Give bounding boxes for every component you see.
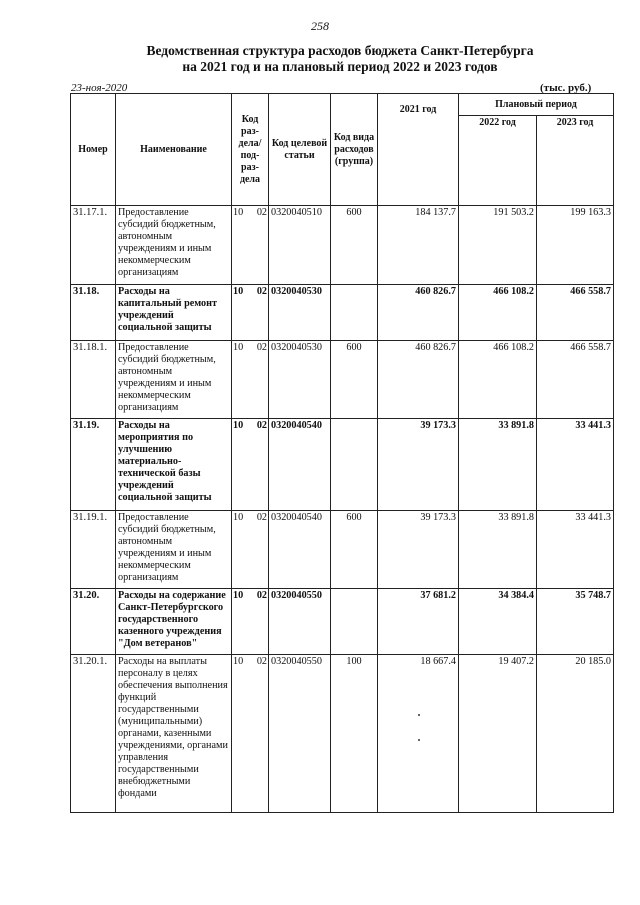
row-name: Расходы на капитальный ремонт учреждений социальной защиты (116, 285, 232, 341)
row-section-code (232, 511, 269, 589)
row-amount-2022: 466 108.2 (459, 285, 537, 341)
row-section: 10 (233, 342, 244, 353)
row-section: 10 (233, 656, 244, 667)
header-expense-type-code: Код вида расходов (группа) (331, 94, 378, 206)
row-amount-2021: 460 826.7 (378, 285, 459, 341)
row-amount-2023: 33 441.3 (537, 419, 614, 511)
row-section-code (232, 589, 269, 655)
row-subsection: 02 (256, 512, 267, 523)
row-number: 31.17.1. (71, 206, 116, 285)
page-number: 258 (311, 19, 329, 33)
table-row (71, 285, 614, 341)
row-amount-2023: 20 185.0 (537, 655, 614, 813)
document-date: 23-ноя-2020 (71, 82, 128, 94)
header-name: Наименование (116, 94, 232, 206)
row-section-code (232, 285, 269, 341)
row-amount-2022: 19 407.2 (459, 655, 537, 813)
row-number: 31.19. (71, 419, 116, 511)
table-row (71, 655, 614, 813)
row-expense-type-code (331, 285, 378, 341)
row-subsection: 02 (256, 207, 267, 218)
row-section-code (232, 341, 269, 419)
row-target-code: 0320040540 (269, 419, 331, 511)
budget-table (70, 93, 614, 813)
row-expense-type-code: 100 (331, 655, 378, 813)
row-number: 31.19.1. (71, 511, 116, 589)
row-subsection: 02 (256, 420, 267, 431)
row-name: Предоставление субсидий бюджетным, автономным учреждениям и иным некоммерческим организациям (116, 206, 232, 285)
row-amount-2021: 39 173.3 (378, 419, 459, 511)
header-planned-period: Плановый период (459, 94, 614, 116)
row-name: Расходы на мероприятия по улучшению материально-технической базы учреждений социальной защиты (116, 419, 232, 511)
row-section: 10 (233, 590, 244, 601)
header-target-code: Код целевой статьи (269, 94, 331, 206)
row-section: 10 (233, 420, 244, 431)
row-number: 31.18. (71, 285, 116, 341)
title-line-1: Ведомственная структура расходов бюджета Санкт-Петербурга (146, 43, 534, 58)
row-expense-type-code (331, 589, 378, 655)
row-amount-2022: 33 891.8 (459, 419, 537, 511)
units-label: (тыс. руб.) (540, 82, 592, 94)
row-amount-2023: 199 163.3 (537, 206, 614, 285)
row-amount-2023: 466 558.7 (537, 285, 614, 341)
row-number: 31.18.1. (71, 341, 116, 419)
row-name: Расходы на выплаты персоналу в целях обеспечения выполнения функций государственными (муниципальными) органами, казенными учреждениями, органами управления государственными внебюджетными фондами (116, 655, 232, 813)
row-section-code (232, 206, 269, 285)
row-amount-2022: 34 384.4 (459, 589, 537, 655)
row-subsection: 02 (256, 342, 267, 353)
header-year-2022: 2022 год (459, 116, 537, 206)
row-expense-type-code: 600 (331, 511, 378, 589)
row-target-code: 0320040550 (269, 655, 331, 813)
row-amount-2021: 184 137.7 (378, 206, 459, 285)
row-subsection: 02 (256, 656, 267, 667)
row-subsection: 02 (256, 286, 267, 297)
table-row (71, 206, 614, 285)
row-amount-2023: 33 441.3 (537, 511, 614, 589)
row-amount-2021: 37 681.2 (378, 589, 459, 655)
row-number: 31.20. (71, 589, 116, 655)
row-section-code (232, 419, 269, 511)
row-target-code: 0320040540 (269, 511, 331, 589)
table-row (71, 419, 614, 511)
row-target-code: 0320040530 (269, 285, 331, 341)
row-expense-type-code: 600 (331, 206, 378, 285)
row-expense-type-code (331, 419, 378, 511)
header-year-2023: 2023 год (537, 116, 614, 206)
row-number: 31.20.1. (71, 655, 116, 813)
header-number: Номер (71, 94, 116, 206)
row-section-code (232, 655, 269, 813)
scan-speck (418, 714, 420, 716)
header-section-code: Код раз-дела/ под-раз-дела (232, 94, 269, 206)
row-name: Расходы на содержание Санкт-Петербургского государственного казенного учреждения "Дом ветеранов" (116, 589, 232, 655)
row-section: 10 (233, 286, 244, 297)
row-name: Предоставление субсидий бюджетным, автономным учреждениям и иным некоммерческим организациям (116, 511, 232, 589)
row-expense-type-code: 600 (331, 341, 378, 419)
row-amount-2021: 39 173.3 (378, 511, 459, 589)
scan-speck (418, 739, 420, 741)
table-row (71, 341, 614, 419)
row-target-code: 0320040510 (269, 206, 331, 285)
row-amount-2022: 466 108.2 (459, 341, 537, 419)
row-subsection: 02 (256, 590, 267, 601)
row-target-code: 0320040550 (269, 589, 331, 655)
row-section: 10 (233, 512, 244, 523)
row-name: Предоставление субсидий бюджетным, автономным учреждениям и иным некоммерческим организациям (116, 341, 232, 419)
header-year-2021: 2021 год (378, 94, 459, 206)
row-amount-2022: 191 503.2 (459, 206, 537, 285)
table-row (71, 589, 614, 655)
row-amount-2022: 33 891.8 (459, 511, 537, 589)
document-title (0, 43, 640, 75)
row-amount-2023: 35 748.7 (537, 589, 614, 655)
row-target-code: 0320040530 (269, 341, 331, 419)
table-row (71, 511, 614, 589)
row-section: 10 (233, 207, 244, 218)
row-amount-2021: 460 826.7 (378, 341, 459, 419)
title-line-2: на 2021 год и на плановый период 2022 и 2023 годов (182, 59, 498, 74)
row-amount-2023: 466 558.7 (537, 341, 614, 419)
row-amount-2021: 18 667.4 (378, 655, 459, 813)
